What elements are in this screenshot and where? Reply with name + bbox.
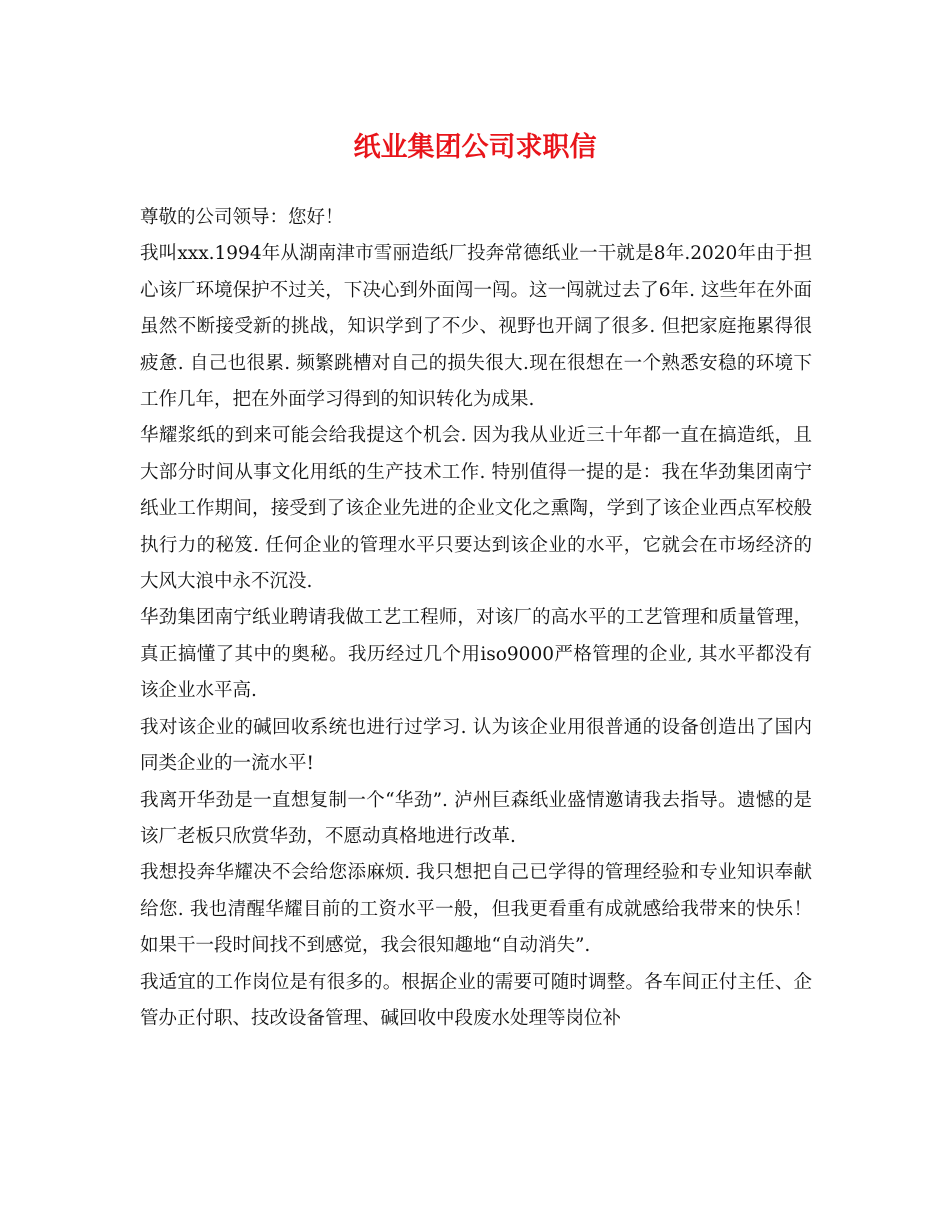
- paragraph: 华劲集团南宁纸业聘请我做工艺工程师，对该厂的高水平的工艺管理和质量管理，真正搞懂了其中的奥秘。我历经过几个用iso9000严格管理的企业, 其水平都没有该企业水平高.: [140, 607, 812, 702]
- salutation: 尊敬的公司领导：您好！: [140, 207, 344, 228]
- paragraph: 我离开华劲是一直想复制一个“华劲”. 泸州巨森纸业盛情邀请我去指导。遗憾的是该厂老板只欣赏华劲，不愿动真格地进行改革.: [140, 789, 812, 847]
- letter-body: [140, 200, 812, 1037]
- paragraph: 我对该企业的碱回收系统也进行过学习. 认为该企业用很普通的设备创造出了国内同类企业的一流水平!: [140, 716, 812, 775]
- paragraph: 我叫xxx.1994年从湖南津市雪丽造纸厂投奔常德纸业一干就是8年.2020年由于担心该厂环境保护不过关，下决心到外面闯一闯。这一闯就过去了6年. 这些年在外面虽然不断接受新的挑战，知识学到了不少、视野也开阔了很多. 但把家庭拖累得很疲惫. 自己也很累. 频繁跳槽对自己的损失很大.现在很想在一个熟悉安稳的环境下工作几年，把在外面学习得到的知识转化为成果.: [140, 243, 812, 411]
- paragraph: 我适宜的工作岗位是有很多的。根据企业的需要可随时调整。各车间正付主任、企管办正付职、技改设备管理、碱回收中段废水处理等岗位补: [140, 971, 812, 1029]
- paragraph: 华耀浆纸的到来可能会给我提这个机会. 因为我从业近三十年都一直在搞造纸，且大部分时间从事文化用纸的生产技术工作. 特别值得一提的是：我在华劲集团南宁纸业工作期间，接受到了该企业先进的企业文化之熏陶，学到了该企业西点军校般执行力的秘笈. 任何企业的管理水平只要达到该企业的水平，它就会在市场经济的大风大浪中永不沉没.: [140, 425, 812, 593]
- paragraph: 我想投奔华耀决不会给您添麻烦. 我只想把自己已学得的管理经验和专业知识奉献给您. 我也清醒华耀目前的工资水平一般，但我更看重有成就感给我带来的快乐！如果干一段时间找不到感觉，我会很知趣地“自动消失”.: [140, 862, 812, 957]
- document-title: 纸业集团公司求职信: [353, 132, 597, 163]
